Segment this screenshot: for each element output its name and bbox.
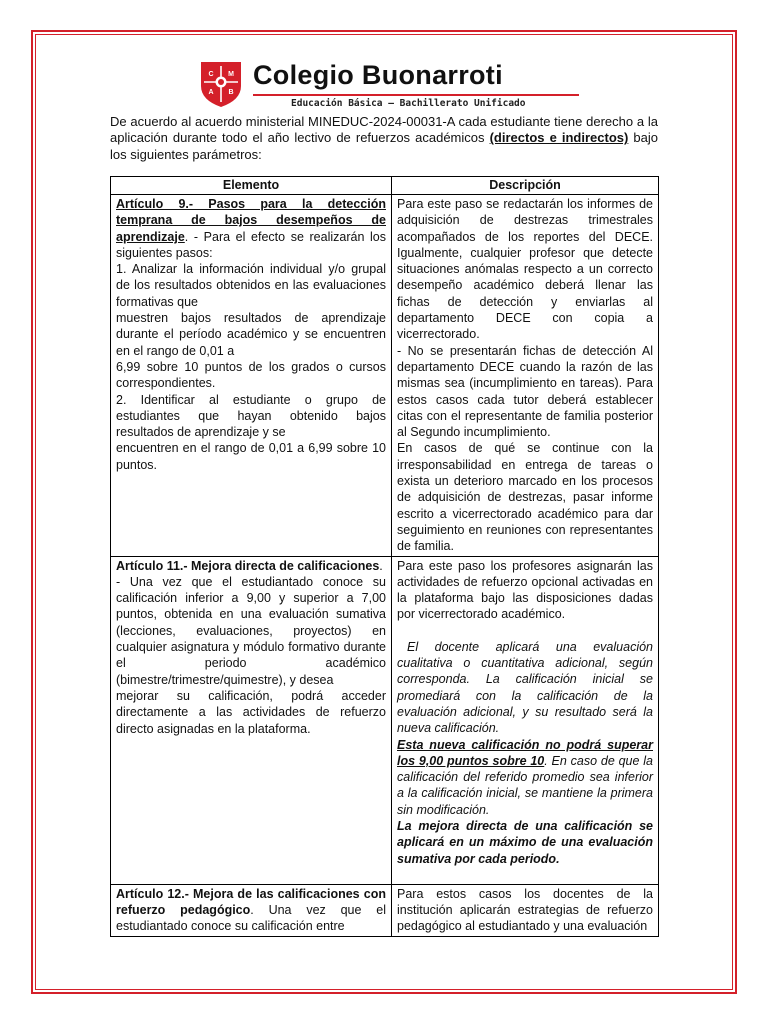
- row3-description-cell: [392, 884, 659, 936]
- row1-element-cell: [111, 195, 392, 557]
- parameters-table: [110, 176, 659, 937]
- crest-letter: B: [228, 89, 234, 96]
- table-row: [111, 556, 659, 884]
- row2-description-cell: [392, 556, 659, 884]
- row2-article-title: Artículo 11.- Mejora directa de calificaciones: [116, 558, 380, 573]
- row2-desc3-bold: Esta nueva calificación no podrá superar los 9,00 puntos sobre 10: [397, 737, 653, 768]
- row2-desc3: [397, 737, 653, 818]
- intro-emphasis: (directos e indirectos): [489, 130, 629, 146]
- row2-desc3-rest: . En caso de que la calificación del referido promedio sea inferior a la calificación inicial, se mantiene la primera sin modificación.: [397, 753, 653, 817]
- paragraph-spacer: [397, 867, 653, 883]
- row2-element-cell: [111, 556, 392, 884]
- table-row: [111, 884, 659, 936]
- school-name: Colegio Buonarroti: [253, 60, 503, 90]
- intro-text-before: De acuerdo al acuerdo ministerial MINEDUC-2024-00031-A cada estudiante tiene derecho a la aplicación durante todo el año lectivo de refuerzos académicos: [110, 114, 658, 146]
- paragraph-spacer: [397, 623, 653, 639]
- row2-desc2: El docente aplicará una evaluación cualitativa o cuantitativa adicional, según corresponda. La calificación inicial se promediará con la calificación de la evaluación adicional, y su resultado será la nueva calificación.: [397, 639, 653, 736]
- title-divider: [253, 94, 579, 96]
- row3-article-rest: . Una vez que el estudiantado conoce su calificación entre: [116, 903, 386, 934]
- crest-letter: M: [228, 71, 234, 78]
- row2-desc4: La mejora directa de una calificación se aplicará en un máximo de una evaluación sumativa por cada periodo.: [397, 818, 653, 866]
- row1-step2-b: encuentren en el rango de 0,01 a 6,99 sobre 10 puntos.: [116, 441, 386, 472]
- row2-article: [116, 558, 386, 574]
- table-row: [111, 195, 659, 557]
- row2-article-title-end: .: [379, 558, 383, 573]
- row3-article-title: Artículo 12.- Mejora de las calificaciones con refuerzo pedagógico: [116, 886, 386, 918]
- column-header-elemento: Elemento: [111, 177, 392, 195]
- row1-article-title: Artículo 9.- Pasos para la detección temprana de bajos desempeños de aprendizaje: [116, 197, 386, 244]
- row1-description-cell: [392, 195, 659, 557]
- row1-desc3: En casos de qué se continue con la irresponsabilidad en entrega de tareas o exista un deterioro marcado en los procesos de adquisición de destrezas, pasar informe escrito a vicerrectorado académico para dar seguimiento en reuniones con representantes de familia.: [397, 441, 653, 554]
- row1-desc1: Para este paso se redactarán los informes de adquisición de destrezas trimestrales acompañados de los reportes del DECE. Igualmente, cualquier profesor que detecte situaciones anómalas respecto a un correcto desempeño académico deberá llenar las fichas de detección y enviarlas al departamento DECE con copia a vicerrectorado.: [397, 197, 653, 342]
- row1-article-lead: . - Para el efecto se realizarán los siguientes pasos:: [116, 229, 386, 260]
- row2-body-b: mejorar su calificación, podrá acceder directamente a las actividades de refuerzo directo asignadas en la plataforma.: [116, 688, 386, 736]
- row1-step1-a: 1. Analizar la información individual y/o grupal de los resultados obtenidos en las evaluaciones formativas que: [116, 262, 386, 309]
- crest-letter: A: [208, 89, 214, 96]
- school-header: [198, 58, 583, 110]
- row1-step1-c: 6,99 sobre 10 puntos de los grados o cursos correspondientes.: [116, 359, 386, 391]
- row2-desc1: Para este paso los profesores asignarán las actividades de refuerzo opcional activadas en la plataforma bajo las disposiciones dadas por vicerrectorado académico.: [397, 558, 653, 622]
- row3-article: [116, 886, 386, 935]
- row1-desc2: - No se presentarán fichas de detección Al departamento DECE cuando la razón de las mismas sea (incumplimiento en tareas). Para estos casos cada tutor deberá establecer citas con el representante de familia posterior al Segundo incumplimiento.: [397, 343, 653, 440]
- intro-paragraph: [110, 114, 658, 163]
- row1-step1-b: muestren bajos resultados de aprendizaje durante el período académico y se encuentren en el rango de 0,01 a: [116, 311, 386, 358]
- row1-step2-a: 2. Identificar al estudiante o grupo de estudiantes que hayan obtenido bajos resultados de aprendizaje y se: [116, 392, 386, 440]
- row3-element-cell: [111, 884, 392, 936]
- intro-text-after: bajo los siguientes parámetros:: [110, 130, 658, 162]
- crest-letter: C: [208, 71, 214, 78]
- school-crest-icon: [198, 58, 244, 108]
- row3-desc1: Para estos casos los docentes de la institución aplicarán estrategias de refuerzo pedagógico al estudiantado y una evaluación: [397, 886, 653, 934]
- row1-article: [116, 196, 386, 261]
- column-header-descripcion: Descripción: [392, 177, 659, 195]
- row2-body-a: - Una vez que el estudiantado conoce su calificación inferior a 9,00 y superior a 7,00 puntos, obtenida en una evaluación sumativa (lecciones, evaluaciones, proyectos) en cualquier asignatura y módulo formativo durante el periodo académico (bimestre/trimestre/quimestre), y desea: [116, 574, 386, 687]
- school-subtitle: Educación Básica – Bachillerato Unificado: [291, 98, 526, 109]
- table-header-row: [111, 177, 659, 195]
